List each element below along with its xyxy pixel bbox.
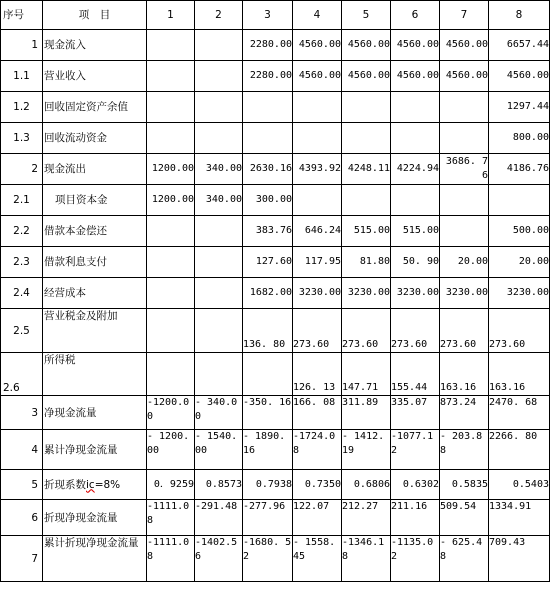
cell-year-4: 0.7350	[293, 470, 342, 500]
header-item: 项 目	[43, 1, 147, 30]
cell-year-7: 509.54	[440, 500, 489, 536]
row-seq: 1.2	[1, 92, 43, 123]
cell-year-8: 2266. 80	[489, 430, 550, 470]
cell-year-6: 155.44	[391, 353, 440, 396]
cell-year-4	[293, 92, 342, 123]
row-seq: 2	[1, 154, 43, 185]
cell-year-3: 136. 80	[243, 309, 293, 353]
cell-year-8: 273.60	[489, 309, 550, 353]
cell-year-4: 166. 08	[293, 396, 342, 430]
cell-year-3: 1682.00	[243, 278, 293, 309]
row-seq: 2.6	[1, 353, 43, 396]
cell-year-3: 2280.00	[243, 61, 293, 92]
row-item-name: 经营成本	[43, 278, 147, 309]
row-item-name: 回收固定资产余值	[43, 92, 147, 123]
cell-year-3: 2280.00	[243, 30, 293, 61]
cell-year-5: 311.89	[342, 396, 391, 430]
cell-year-5: -1346.1 8	[342, 536, 391, 582]
cell-year-4: 117.95	[293, 247, 342, 278]
cell-year-6	[391, 92, 440, 123]
cell-year-7: 4560.00	[440, 30, 489, 61]
cell-year-6	[391, 123, 440, 154]
cell-year-6: 335.07	[391, 396, 440, 430]
cell-year-7	[440, 185, 489, 216]
row-item-name: 现金流出	[43, 154, 147, 185]
header-col-6: 6	[391, 1, 440, 30]
row-seq: 2.2	[1, 216, 43, 247]
cell-year-1	[147, 30, 195, 61]
cell-year-7: 20.00	[440, 247, 489, 278]
cell-year-5: 3230.00	[342, 278, 391, 309]
cell-year-5	[342, 92, 391, 123]
table-row	[1, 92, 550, 123]
cell-year-5: - 1412. 19	[342, 430, 391, 470]
table-row	[1, 396, 550, 430]
cell-year-2: - 1540.00	[195, 430, 243, 470]
cell-year-1: -1111.0 8	[147, 536, 195, 582]
row-seq: 2.4	[1, 278, 43, 309]
cell-year-5	[342, 123, 391, 154]
header-col-1: 1	[147, 1, 195, 30]
cell-year-8: 2470. 68	[489, 396, 550, 430]
cell-year-3: - 1890. 16	[243, 430, 293, 470]
cell-year-5: 212.27	[342, 500, 391, 536]
cell-year-8: 163.16	[489, 353, 550, 396]
cell-year-5: 0.6806	[342, 470, 391, 500]
row-seq: 2.3	[1, 247, 43, 278]
cell-year-2	[195, 216, 243, 247]
cell-year-6: 4224.94	[391, 154, 440, 185]
cell-year-6: 4560.00	[391, 30, 440, 61]
cell-year-2: 0.8573	[195, 470, 243, 500]
cell-year-1: 1200.00	[147, 185, 195, 216]
cell-year-1: -1111.0 8	[147, 500, 195, 536]
cell-year-4: 273.60	[293, 309, 342, 353]
cell-year-7	[440, 92, 489, 123]
cell-year-7: 163.16	[440, 353, 489, 396]
cell-year-7: 3230.00	[440, 278, 489, 309]
table-row	[1, 278, 550, 309]
cell-year-1	[147, 61, 195, 92]
cell-year-2	[195, 30, 243, 61]
cell-year-8: 4560.00	[489, 61, 550, 92]
cell-year-1	[147, 353, 195, 396]
cell-year-8: 0.5403	[489, 470, 550, 500]
cell-year-1	[147, 123, 195, 154]
row-item-name-suffix: =8%	[94, 478, 121, 491]
cell-year-3: -350. 16	[243, 396, 293, 430]
cell-year-8: 709.43	[489, 536, 550, 582]
cell-year-2	[195, 247, 243, 278]
table-row	[1, 247, 550, 278]
cell-year-6: 211.16	[391, 500, 440, 536]
row-item-name: 回收流动资金	[43, 123, 147, 154]
cell-year-1: 1200.00	[147, 154, 195, 185]
table-row	[1, 30, 550, 61]
table-body	[1, 30, 550, 582]
row-item-name: 借款本金偿还	[43, 216, 147, 247]
cell-year-6: -1135.0 2	[391, 536, 440, 582]
cell-year-4: - 1558.45	[293, 536, 342, 582]
table-row	[1, 309, 550, 353]
cell-year-4: 126. 13	[293, 353, 342, 396]
cell-year-4: 122.07	[293, 500, 342, 536]
cell-year-4: 4393.92	[293, 154, 342, 185]
cell-year-1	[147, 216, 195, 247]
cell-year-5: 147.71	[342, 353, 391, 396]
row-item-name-prefix: 折现系数	[44, 478, 86, 491]
cell-year-4: 4560.00	[293, 30, 342, 61]
header-row	[1, 1, 550, 30]
cell-year-7: 273.60	[440, 309, 489, 353]
table-row	[1, 470, 550, 500]
cell-year-3: -277.96	[243, 500, 293, 536]
cell-year-4: 4560.00	[293, 61, 342, 92]
cell-year-2: -1402.5 6	[195, 536, 243, 582]
row-item-name: 净现金流量	[43, 396, 147, 430]
cell-year-2: 340.00	[195, 154, 243, 185]
cell-year-8: 20.00	[489, 247, 550, 278]
row-seq: 1	[1, 30, 43, 61]
table-row	[1, 353, 550, 396]
cell-year-2	[195, 309, 243, 353]
cell-year-3	[243, 353, 293, 396]
cell-year-1	[147, 247, 195, 278]
cell-year-6: 4560.00	[391, 61, 440, 92]
cell-year-4	[293, 123, 342, 154]
cell-year-6: -1077.1 2	[391, 430, 440, 470]
cell-year-2	[195, 61, 243, 92]
cell-year-8: 4186.76	[489, 154, 550, 185]
row-seq: 1.1	[1, 61, 43, 92]
cell-year-8: 500.00	[489, 216, 550, 247]
row-item-name: 累计净现金流量	[43, 430, 147, 470]
cell-year-4: 3230.00	[293, 278, 342, 309]
cell-year-7: 873.24	[440, 396, 489, 430]
cell-year-5: 273.60	[342, 309, 391, 353]
cell-year-6: 273.60	[391, 309, 440, 353]
cell-year-1	[147, 309, 195, 353]
header-col-2: 2	[195, 1, 243, 30]
cell-year-5: 515.00	[342, 216, 391, 247]
cell-year-2	[195, 92, 243, 123]
row-item-name: 所得税	[43, 353, 147, 396]
row-seq: 2.5	[1, 309, 43, 353]
cell-year-2: -291.48	[195, 500, 243, 536]
table-row	[1, 216, 550, 247]
cell-year-7: 0.5835	[440, 470, 489, 500]
table-row	[1, 123, 550, 154]
header-col-8: 8	[489, 1, 550, 30]
cell-year-3	[243, 92, 293, 123]
cell-year-6	[391, 185, 440, 216]
cell-year-3: 2630.16	[243, 154, 293, 185]
cell-year-2: 340.00	[195, 185, 243, 216]
cell-year-1: -1200.0 0	[147, 396, 195, 430]
row-seq: 3	[1, 396, 43, 430]
cell-year-5	[342, 185, 391, 216]
cell-year-7: 4560.00	[440, 61, 489, 92]
cell-year-8: 3230.00	[489, 278, 550, 309]
table-row	[1, 536, 550, 582]
row-seq: 1.3	[1, 123, 43, 154]
row-item-name: 折现净现金流量	[43, 500, 147, 536]
row-seq: 6	[1, 500, 43, 536]
cell-year-3: 383.76	[243, 216, 293, 247]
row-seq: 5	[1, 470, 43, 500]
cell-year-8: 1297.44	[489, 92, 550, 123]
header-col-4: 4	[293, 1, 342, 30]
cell-year-8: 1334.91	[489, 500, 550, 536]
row-item-name: 项目资本金	[43, 185, 147, 216]
cell-year-6: 0.6302	[391, 470, 440, 500]
cell-year-4: -1724.0 8	[293, 430, 342, 470]
row-item-name: 累计折现净现金流量	[43, 536, 147, 582]
cell-year-7: 3686. 76	[440, 154, 489, 185]
row-item-name: 营业收入	[43, 61, 147, 92]
table-row	[1, 500, 550, 536]
row-item-name: 借款利息支付	[43, 247, 147, 278]
cell-year-2: - 340.00	[195, 396, 243, 430]
row-seq: 4	[1, 430, 43, 470]
cell-year-4	[293, 185, 342, 216]
cell-year-4: 646.24	[293, 216, 342, 247]
cell-year-8: 800.00	[489, 123, 550, 154]
cell-year-2	[195, 123, 243, 154]
cell-year-5: 4560.00	[342, 30, 391, 61]
table-row	[1, 430, 550, 470]
cell-year-3	[243, 123, 293, 154]
cell-year-1: 0．9259	[147, 470, 195, 500]
header-col-3: 3	[243, 1, 293, 30]
row-item-name-ic: ic	[86, 478, 95, 491]
row-item-name	[43, 470, 147, 500]
cell-year-5: 81.80	[342, 247, 391, 278]
cell-year-2	[195, 353, 243, 396]
cell-year-3: -1680. 52	[243, 536, 293, 582]
cell-year-7: - 203.88	[440, 430, 489, 470]
cell-year-1	[147, 278, 195, 309]
cell-year-6: 50. 90	[391, 247, 440, 278]
cell-year-5: 4248.11	[342, 154, 391, 185]
table-row	[1, 185, 550, 216]
cell-year-2	[195, 278, 243, 309]
header-col-5: 5	[342, 1, 391, 30]
table-row	[1, 61, 550, 92]
cell-year-6: 515.00	[391, 216, 440, 247]
cell-year-3: 300.00	[243, 185, 293, 216]
cell-year-3: 0.7938	[243, 470, 293, 500]
cell-year-1	[147, 92, 195, 123]
row-item-name: 营业税金及附加	[43, 309, 147, 353]
cell-year-7	[440, 123, 489, 154]
header-seq: 序号	[1, 1, 43, 30]
row-item-name: 现金流入	[43, 30, 147, 61]
row-seq: 7	[1, 536, 43, 582]
cell-year-3: 127.60	[243, 247, 293, 278]
cell-year-8: 6657.44	[489, 30, 550, 61]
cell-year-7	[440, 216, 489, 247]
cell-year-1: - 1200.00	[147, 430, 195, 470]
cell-year-5: 4560.00	[342, 61, 391, 92]
row-seq: 2.1	[1, 185, 43, 216]
cell-year-8	[489, 185, 550, 216]
cell-year-6: 3230.00	[391, 278, 440, 309]
header-col-7: 7	[440, 1, 489, 30]
table-row	[1, 154, 550, 185]
cell-year-7: - 625.48	[440, 536, 489, 582]
